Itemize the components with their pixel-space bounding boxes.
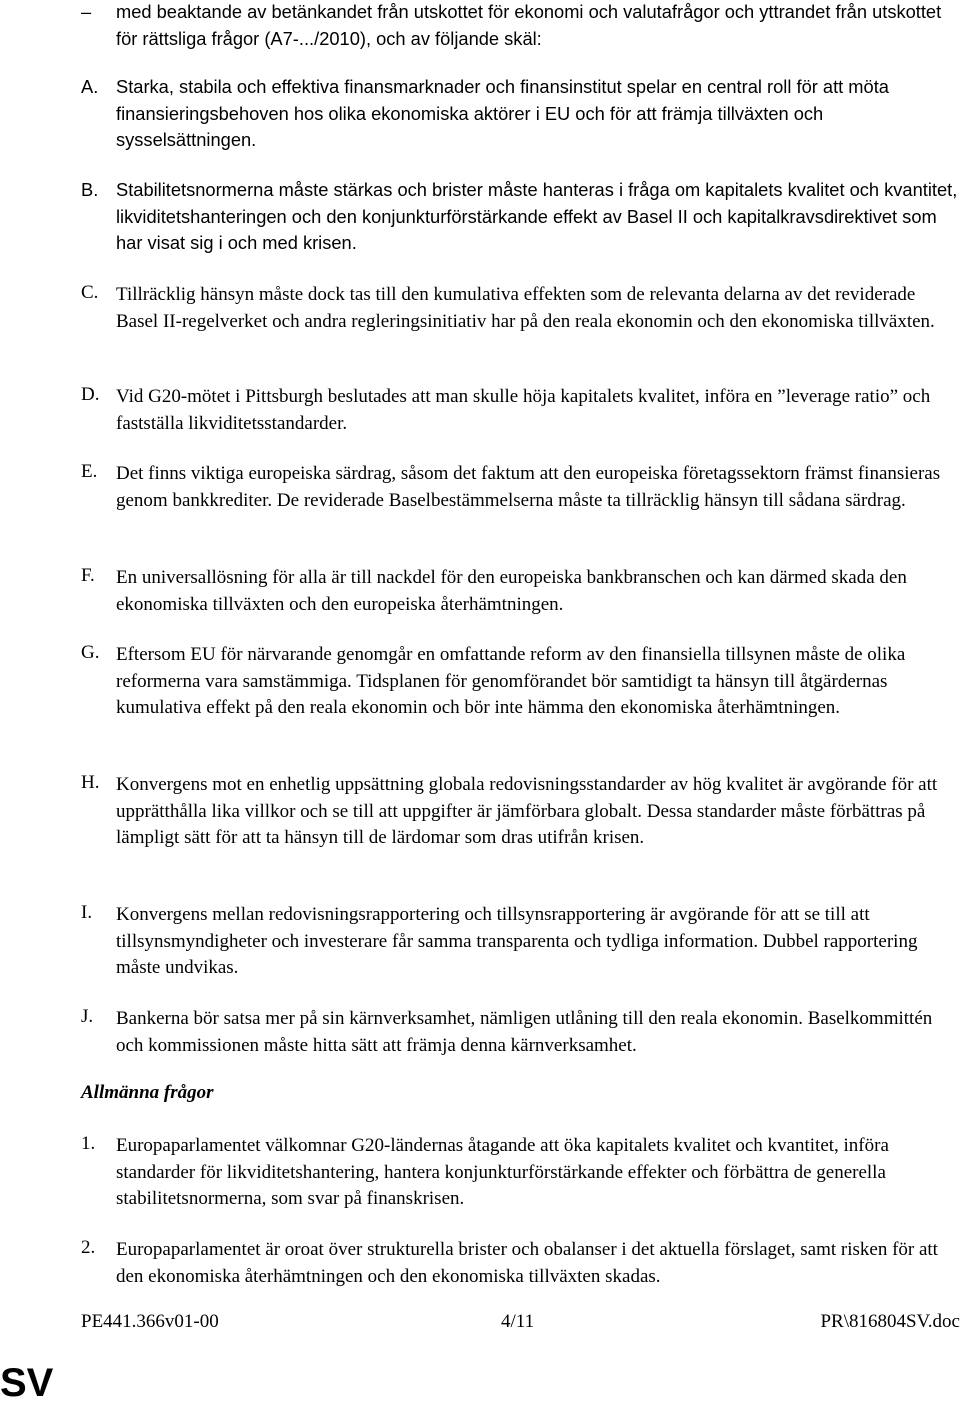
paragraph-number: 2.	[81, 1237, 96, 1258]
recital-label: G.	[81, 642, 100, 663]
recital-label: H.	[81, 772, 100, 793]
recital-j	[81, 1006, 960, 1059]
recital-c	[81, 282, 960, 335]
recital-text: Starka, stabila och effektiva finansmarknader och finansinstitut spelar en central roll för att möta finansieringsbehoven hos olika ekonomiska aktörer i EU och för att främja tillväxten och sysselsättningen.	[116, 76, 889, 150]
recital-text: Det finns viktiga europeiska särdrag, såsom det faktum att den europeiska företagssektorn främst finansieras genom bankkrediter. De reviderade Baselbestämmelserna måste ta tillräcklig hänsyn till sådana särdrag.	[116, 463, 941, 511]
recital-b	[81, 177, 960, 257]
intro-clause	[81, 0, 960, 52]
recital-text: Bankerna bör satsa mer på sin kärnverksamhet, nämligen utlåning till den reala ekonomin. Baselkommittén och kommissionen måste hitta sätt att främja denna kärnverksamhet.	[116, 1008, 933, 1056]
recital-h	[81, 772, 960, 852]
recital-d	[81, 384, 960, 437]
document-reference: PE441.366v01-00	[81, 1311, 219, 1332]
recital-e	[81, 461, 960, 514]
paragraph-text: Europaparlamentet är oroat över strukturella brister och obalanser i det aktuella förslaget, samt risken för att den ekonomiska återhämtningen och den ekonomiska tillväxten skadas.	[116, 1239, 938, 1287]
section-heading: Allmänna frågor	[81, 1082, 214, 1103]
recital-label: J.	[81, 1006, 94, 1027]
recital-label: D.	[81, 384, 100, 405]
recital-text: En universallösning för alla är till nackdel för den europeiska bankbranschen och kan därmed skada den ekonomiska tillväxten och den europeiska återhämtningen.	[116, 567, 907, 615]
recital-label: A.	[81, 76, 99, 97]
recital-text: Konvergens mellan redovisningsrapportering och tillsynsrapportering är avgörande för att se till att tillsynsmyndigheter och investerare får samma transparenta och tydliga information. Dubbel rapportering måste undvikas.	[116, 904, 918, 978]
paragraph-2	[81, 1237, 960, 1290]
recital-g	[81, 642, 960, 722]
file-name: PR\816804SV.doc	[820, 1311, 960, 1332]
paragraph-1	[81, 1133, 960, 1213]
recital-f	[81, 565, 960, 618]
recital-a	[81, 74, 960, 154]
recital-label: C.	[81, 282, 99, 303]
paragraph-text: Europaparlamentet välkomnar G20-ländernas åtagande att öka kapitalets kvalitet och kvantitet, införa standarder för likviditetshantering, hantera konjunkturförstärkande effekter och förbättra de generella stabilitetsnormerna, som svar på finanskrisen.	[116, 1135, 889, 1209]
recital-i	[81, 902, 960, 982]
recital-text: Vid G20-mötet i Pittsburgh beslutades att man skulle höja kapitalets kvalitet, införa en ”leverage ratio” och fastställa likviditetsstandarder.	[116, 386, 931, 434]
recital-text: Tillräcklig hänsyn måste dock tas till den kumulativa effekten som de relevanta delarna av det reviderade Basel II-regelverket och andra regleringsinitiativ har på den reala ekonomin och den ekonomiska tillväxten.	[116, 284, 935, 332]
page-number: 4/11	[501, 1311, 535, 1332]
recital-text: Stabilitetsnormerna måste stärkas och brister måste hanteras i fråga om kapitalets kvalitet och kvantitet, likviditetshanteringen och den konjunkturförstärkande effekt av Basel II och kapitalkravsdirektivet som har visat sig i och med krisen.	[116, 179, 958, 253]
language-code: SV	[0, 1361, 54, 1405]
dash-marker: –	[81, 1, 92, 22]
recital-label: I.	[81, 902, 93, 923]
recital-text: Konvergens mot en enhetlig uppsättning globala redovisningsstandarder av hög kvalitet är avgörande för att upprätthålla lika villkor och se till att uppgifter är jämförbara globalt. Dessa standarder måste förbättras på lämpligt sätt för att ta hänsyn till de lärdomar som dras utifrån krisen.	[116, 774, 938, 848]
recital-label: F.	[81, 565, 95, 586]
intro-text: med beaktande av betänkandet från utskottet för ekonomi och valutafrågor och yttrandet från utskottet för rättsliga frågor (A7-.../2010), och av följande skäl:	[116, 1, 942, 49]
paragraph-number: 1.	[81, 1133, 96, 1154]
recital-label: B.	[81, 179, 99, 200]
recital-label: E.	[81, 461, 98, 482]
recital-text: Eftersom EU för närvarande genomgår en omfattande reform av den finansiella tillsynen måste de olika reformerna vara samstämmiga. Tidsplanen för genomförandet bör samtidigt ta hänsyn till åtgärdernas kumulativa effekt på den reala ekonomin och bör inte hämma den ekonomiska återhämtningen.	[116, 644, 906, 718]
